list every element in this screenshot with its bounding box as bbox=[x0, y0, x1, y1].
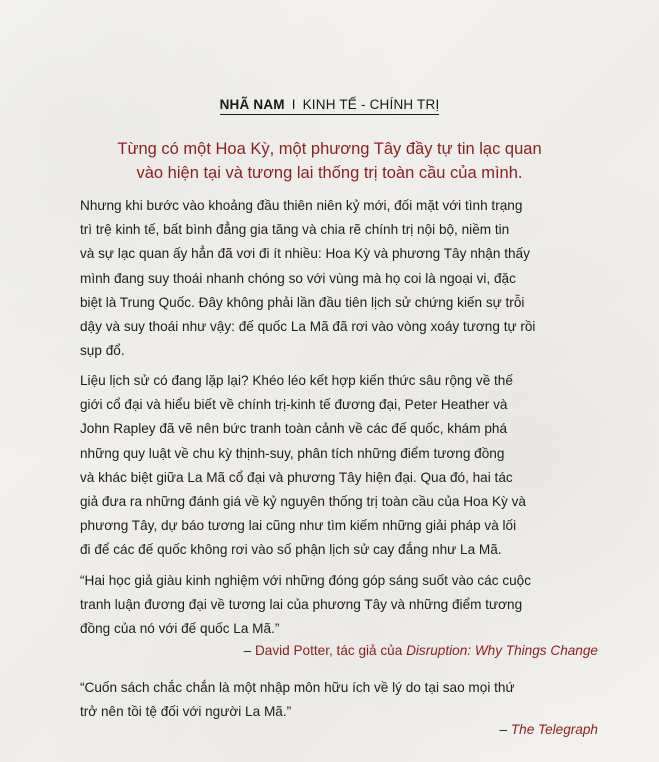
quote-1-attribution bbox=[244, 643, 598, 658]
paragraph-2 bbox=[80, 369, 600, 563]
quote-line: “Hai học giả giàu kinh nghiệm với những đóng góp sáng suốt vào các cuộc bbox=[80, 573, 532, 588]
paragraph-line: dậy và suy thoái như vậy: đế quốc La Mã đã rơi vào vòng xoáy tương tự rồi bbox=[80, 319, 536, 335]
attribution-dash: – bbox=[499, 722, 511, 737]
tagline bbox=[40, 137, 619, 185]
paragraph-line: giới cổ đại và hiểu biết về chính trị-kinh tế đương đại, Peter Heather và bbox=[80, 397, 508, 413]
paragraph-line: những quy luật về chu kỳ thịnh-suy, phân tích những điểm tương đồng bbox=[80, 445, 505, 461]
attribution-dash: – bbox=[243, 643, 255, 658]
header-underline bbox=[220, 97, 440, 115]
paragraph-line: phương Tây, dự báo tương lai cũng như tìm kiếm những giải pháp và lối bbox=[80, 518, 517, 534]
quote-line: “Cuốn sách chắc chắn là một nhập môn hữu ích về lý do tại sao mọi thứ bbox=[80, 680, 515, 695]
tagline-line-1: Từng có một Hoa Kỳ, một phương Tây đầy tự tin lạc quan bbox=[117, 140, 542, 158]
paragraph-line: Nhưng khi bước vào khoảng đầu thiên niên kỷ mới, đối mặt với tình trạng bbox=[80, 198, 523, 213]
quote-line: tranh luận đương đại về tương lai của phương Tây và những điểm tương bbox=[80, 597, 523, 613]
paragraph-line: và khác biệt giữa La Mã cổ đại và phương Tây hiện đại. Qua đó, hai tác bbox=[80, 469, 513, 485]
paragraph-1 bbox=[80, 194, 600, 363]
publisher-header bbox=[0, 96, 659, 115]
review-quote-1 bbox=[80, 569, 600, 642]
paragraph-line: đi để các đế quốc không rơi vào số phận lịch sử cay đắng như La Mã. bbox=[80, 542, 502, 558]
publisher-name: NHÃ NAM bbox=[219, 97, 285, 112]
quote-line: đồng của nó với đế quốc La Mã.” bbox=[80, 621, 280, 637]
quote-line: trở nên tồi tệ đối với người La Mã.” bbox=[80, 704, 292, 720]
paragraph-line: mình đang suy thoái nhanh chóng so với vùng mà họ coi là ngoại vi, đặc bbox=[80, 270, 516, 286]
paragraph-line: Liệu lịch sử có đang lặp lại? Khéo léo kết hợp kiến thức sâu rộng về thế bbox=[80, 373, 513, 388]
paragraph-line: sụp đổ. bbox=[80, 343, 125, 359]
book-category: KINH TẾ - CHÍNH TRỊ bbox=[302, 97, 440, 112]
quote-1-author: David Potter, tác giả của bbox=[254, 643, 407, 658]
paragraph-line: biệt là Trung Quốc. Đây không phải lần đầu tiên lịch sử chứng kiến sự trỗi bbox=[80, 294, 525, 310]
review-quote-2 bbox=[80, 676, 600, 724]
paragraph-line: John Rapley đã vẽ nên bức tranh toàn cảnh về các đế quốc, khám phá bbox=[80, 421, 508, 437]
header-separator: I bbox=[291, 97, 296, 112]
quote-2-attribution bbox=[499, 722, 598, 737]
quote-1-work-title: Disruption: Why Things Change bbox=[406, 643, 598, 658]
paragraph-line: trì trệ kinh tế, bất bình đẳng gia tăng và chia rẽ chính trị nội bộ, niềm tin bbox=[80, 222, 510, 238]
paragraph-line: giả đưa ra những đánh giá về kỷ nguyên thống trị toàn cầu của Hoa Kỳ và bbox=[80, 494, 526, 510]
paragraph-line: và sự lạc quan ấy hẳn đã vơi đi ít nhiều: Hoa Kỳ và phương Tây nhận thấy bbox=[80, 246, 530, 262]
quote-2-source: The Telegraph bbox=[510, 722, 598, 737]
tagline-line-2: vào hiện tại và tương lai thống trị toàn cầu của mình. bbox=[136, 164, 523, 182]
